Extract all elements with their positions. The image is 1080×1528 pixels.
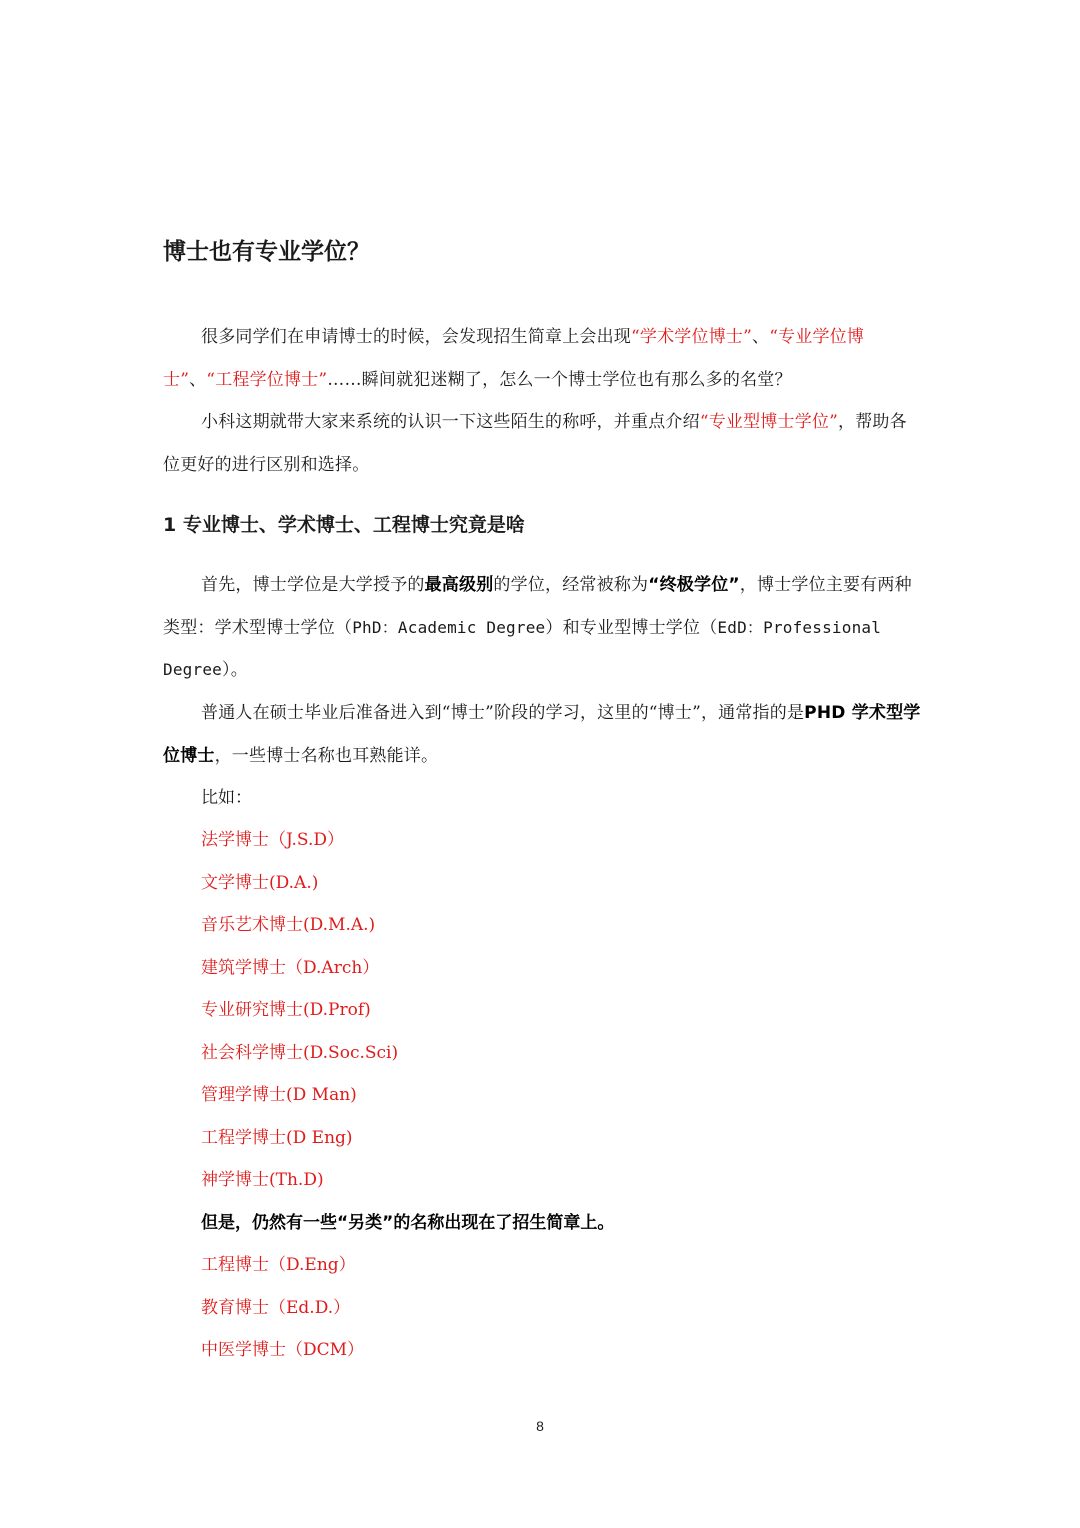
example-item: 工程学博士(D Eng) — [201, 1128, 353, 1148]
highlight-academic-doctor: “学术学位博士” — [631, 327, 752, 347]
example-item: 文学博士(D.A.) — [201, 873, 319, 893]
however-note: 但是，仍然有一些“另类”的名称出现在了招生简章上。 — [201, 1213, 615, 1233]
s1-text-5: ）。 — [222, 660, 248, 680]
example-item: 管理学博士(D Man) — [201, 1085, 357, 1105]
example-label: 比如： — [201, 788, 252, 808]
highlight-phd-academic: PHD 学术型学位博士 — [163, 703, 921, 766]
section1-paragraph-2 — [163, 692, 923, 777]
s1-text-4: ）和专业型博士学位（ — [545, 617, 718, 638]
example-item: 建筑学博士（D.Arch） — [201, 958, 380, 978]
s1-text-2: 的学位，经常被称为 — [493, 575, 649, 595]
example-item: 音乐艺术博士(D.M.A.) — [201, 915, 376, 935]
page-title: 博士也有专业学位？ — [163, 239, 370, 265]
intro-text-1: 很多同学们在申请博士的时候，会发现招生简章上会出现 — [201, 327, 631, 347]
example-item: 社会科学博士(D.Soc.Sci) — [201, 1043, 399, 1063]
intro-sep-1: 、 — [751, 327, 770, 347]
intro-text-4: ，帮助各位更好的进行区别和选择。 — [163, 412, 907, 475]
intro-text-2: ……瞬间就犯迷糊了，怎么一个博士学位也有那么多的名堂？ — [327, 369, 792, 390]
intro-paragraph-1 — [163, 316, 923, 401]
example-item: 神学博士(Th.D) — [201, 1170, 324, 1190]
other-example-item: 中医学博士（DCM） — [201, 1340, 365, 1360]
highlight-engineering-doctor: “工程学位博士” — [206, 369, 328, 390]
intro-paragraph-2 — [163, 401, 923, 486]
intro-text-3: 小科这期就带大家来系统的认识一下这些陌生的称呼，并重点介绍 — [201, 412, 700, 432]
s1-text-1: 首先，博士学位是大学授予的 — [201, 575, 425, 595]
highlight-highest-level: 最高级别 — [424, 575, 494, 595]
s1-text-7: ，一些博士名称也耳熟能详。 — [214, 745, 439, 766]
section-heading-1: 1 专业博士、学术博士、工程博士究竟是啥 — [163, 514, 525, 536]
example-item: 专业研究博士(D.Prof) — [201, 1000, 371, 1020]
s1-edd-term: EdD：Professional Degree — [163, 617, 882, 679]
section1-paragraph-1 — [163, 564, 923, 692]
example-item: 法学博士（J.S.D） — [201, 830, 344, 850]
other-example-item: 工程博士（D.Eng） — [201, 1255, 356, 1275]
s1-text-3: ，博士学位主要有两种类型：学术型博士学位（ — [163, 575, 912, 638]
other-example-item: 教育博士（Ed.D.） — [201, 1298, 351, 1318]
intro-sep-2: 、 — [189, 369, 207, 390]
s1-text-6: 普通人在硕士毕业后准备进入到“博士”阶段的学习，这里的“博士”，通常指的是 — [201, 703, 805, 723]
highlight-ultimate-degree: “终极学位” — [648, 575, 740, 595]
s1-phd-term: PhD：Academic Degree — [352, 617, 546, 637]
page-number: 8 — [536, 1418, 544, 1434]
highlight-professional-degree: “专业型博士学位” — [699, 412, 838, 432]
highlight-professional-doctor: “专业学位博士” — [163, 327, 865, 390]
